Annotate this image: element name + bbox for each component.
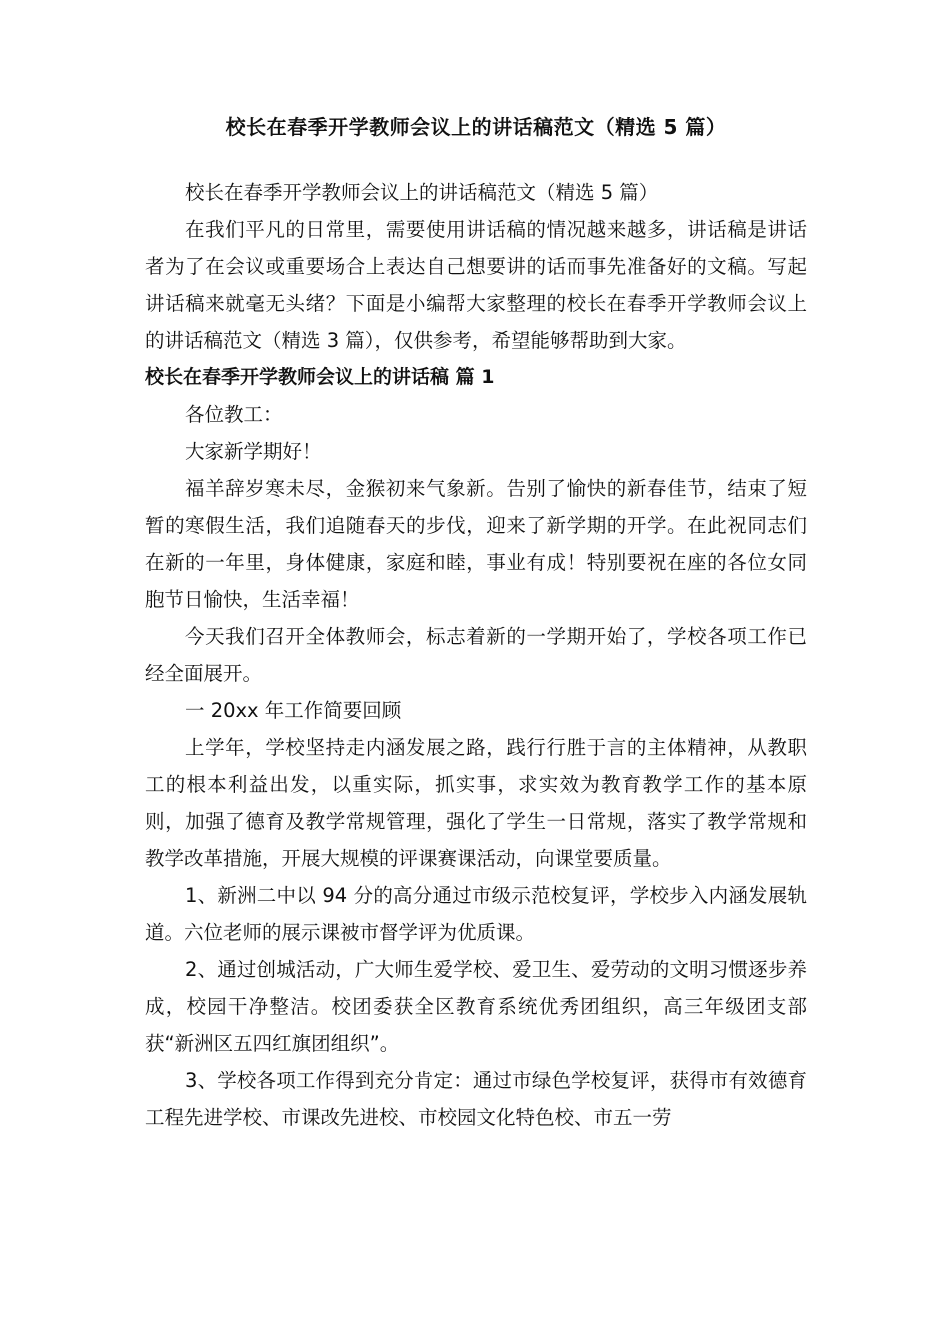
intro-subtitle-paragraph: 校长在春季开学教师会议上的讲话稿范文（精选 5 篇） (185, 181, 659, 204)
section-heading: 校长在春季开学教师会议上的讲话稿 篇 1 (145, 366, 495, 388)
greeting-paragraph: 大家新学期好！ (185, 440, 322, 463)
body-paragraph: 今天我们召开全体教师会，标志着新的一学期开始了，学校各项工作已经全面展开。 (145, 625, 807, 685)
list-item-paragraph: 2、通过创城活动，广大师生爱学校、爱卫生、爱劳动的文明习惯逐步养成，校园干净整洁。校团委获全区教育系统优秀团组织，高三年级团支部获“新洲区五四红旗团组织”。 (145, 958, 807, 1055)
list-item-paragraph: 1、新洲二中以 94 分的高分通过市级示范校复评，学校步入内涵发展轨道。六位老师的展示课被市督学评为优质课。 (145, 884, 807, 944)
salutation-paragraph: 各位教工： (185, 403, 283, 426)
document-page (145, 108, 807, 1136)
list-item-paragraph: 3、学校各项工作得到充分肯定：通过市绿色学校复评，获得市有效德育工程先进学校、市课改先进校、市校园文化特色校、市五一劳 (145, 1069, 807, 1129)
subheading-paragraph: 一 20xx 年工作简要回顾 (185, 699, 402, 722)
body-paragraph: 上学年，学校坚持走内涵发展之路，践行行胜于言的主体精神，从教职工的根本利益出发，以重实际，抓实事，求实效为教育教学工作的基本原则，加强了德育及教学常规管理，强化了学生一日常规，落实了教学常规和教学改革措施，开展大规模的评课赛课活动，向课堂要质量。 (145, 736, 807, 870)
intro-paragraph: 在我们平凡的日常里，需要使用讲话稿的情况越来越多，讲话稿是讲话者为了在会议或重要场合上表达自己想要讲的话而事先准备好的文稿。写起讲话稿来就毫无头绪？下面是小编帮大家整理的校长在春季开学教师会议上的讲话稿范文（精选 3 篇），仅供参考，希望能够帮助到大家。 (145, 218, 807, 352)
document-title: 校长在春季开学教师会议上的讲话稿范文（精选 5 篇） (225, 115, 727, 139)
body-paragraph: 福羊辞岁寒未尽，金猴初来气象新。告别了愉快的新春佳节，结束了短暂的寒假生活，我们追随春天的步伐，迎来了新学期的开学。在此祝同志们在新的一年里，身体健康，家庭和睦，事业有成！特别要祝在座的各位女同胞节日愉快，生活幸福！ (145, 477, 807, 611)
